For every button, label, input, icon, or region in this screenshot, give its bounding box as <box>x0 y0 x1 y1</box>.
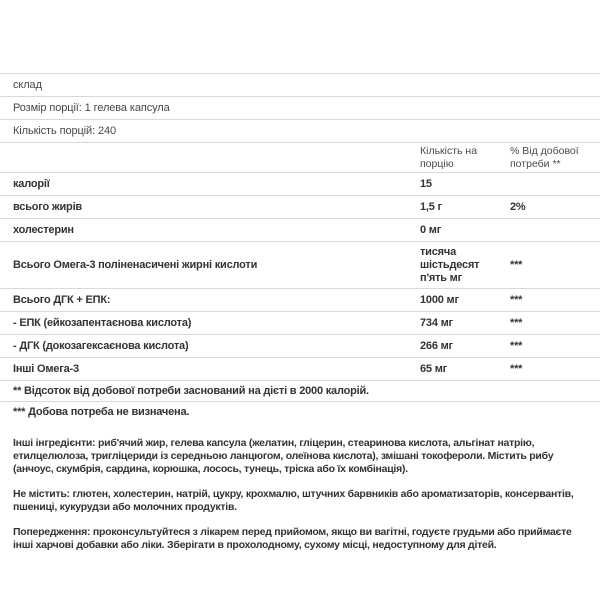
servings-per-container-row <box>0 119 600 142</box>
warnings-paragraph: Попередження: проконсультуйтеся з лікарем перед прийомом, якщо ви вагітні, годуєте грудьми або приймаєте інші харчові добавки або ліки. Зберігати в прохолодному, сухому місці, недоступному для дітей. <box>13 526 572 551</box>
footnote-daily-value: ** Відсоток від добової потреби заснований на дієті в 2000 калорій. <box>13 385 369 397</box>
section-title: склад <box>13 79 42 91</box>
table-row-dha <box>0 334 600 357</box>
footnote-daily-value-row <box>0 380 600 401</box>
table-row-epa <box>0 311 600 334</box>
row-label: холестерин <box>13 223 74 236</box>
other-ingredients-paragraph: Інші інгредієнти: риб'ячий жир, гелева капсула (желатин, гліцерин, стеаринова кислота, альгінат натрію, етилцелюлоза, тригліцериди із середньою ланцюгом, олеїнова кислота), змішані токофероли. Містить рибу (анчоус, скумбрія, сардина, корюшка, лосось, тунець, тріска або їх комбінація). <box>13 437 554 475</box>
row-label: Інші Омега-3 <box>13 362 79 375</box>
table-row-dha-epa-total <box>0 288 600 311</box>
row-amount: 266 мг <box>420 339 453 352</box>
row-dv: *** <box>510 293 523 306</box>
serving-size-text: Розмір порції: 1 гелева капсула <box>13 102 170 114</box>
row-amount: 65 мг <box>420 362 448 375</box>
row-dv: *** <box>510 316 523 329</box>
info-paragraphs <box>0 422 600 552</box>
row-label: - ЕПК (ейкозапентаєнова кислота) <box>13 316 192 329</box>
table-header-row <box>0 142 600 172</box>
row-dv: *** <box>510 339 523 352</box>
row-label: Всього Омега-3 поліненасичені жирні кислоти <box>13 258 258 271</box>
table-row-cholesterol <box>0 218 600 241</box>
footnote-dv-not-established-row <box>0 401 600 422</box>
footnote-dv-not-established: *** Добова потреба не визначена. <box>13 406 190 418</box>
table-row-total-omega3 <box>0 241 600 288</box>
section-title-row <box>0 73 600 96</box>
row-amount: 1000 мг <box>420 293 459 306</box>
row-label: всього жирів <box>13 200 82 213</box>
row-amount: 0 мг <box>420 223 442 236</box>
row-amount: 15 <box>420 177 432 190</box>
table-row-other-omega3 <box>0 357 600 380</box>
row-label: Всього ДГК + ЕПК: <box>13 293 111 306</box>
table-row-calories <box>0 172 600 195</box>
row-label: калорії <box>13 177 50 190</box>
row-amount: 1,5 г <box>420 200 442 213</box>
row-dv: 2% <box>510 200 526 213</box>
header-amount-per-serving: Кількість на порцію <box>420 144 478 170</box>
row-amount: тисяча шістьдесят п'ять мг <box>420 245 480 284</box>
servings-per-container-text: Кількість порцій: 240 <box>13 125 117 137</box>
row-dv: *** <box>510 258 523 271</box>
row-label: - ДГК (докозагексаєнова кислота) <box>13 339 189 352</box>
header-percent-daily-value: % Від добової потреби ** <box>510 144 579 170</box>
row-dv: *** <box>510 362 523 375</box>
contains-no-paragraph: Не містить: глютен, холестерин, натрій, цукру, крохмалю, штучних барвників або ароматизаторів, консервантів, пшениці, кукурудзи або молочних продуктів. <box>13 488 574 513</box>
row-amount: 734 мг <box>420 316 453 329</box>
serving-size-row <box>0 96 600 119</box>
table-row-total-fat <box>0 195 600 218</box>
